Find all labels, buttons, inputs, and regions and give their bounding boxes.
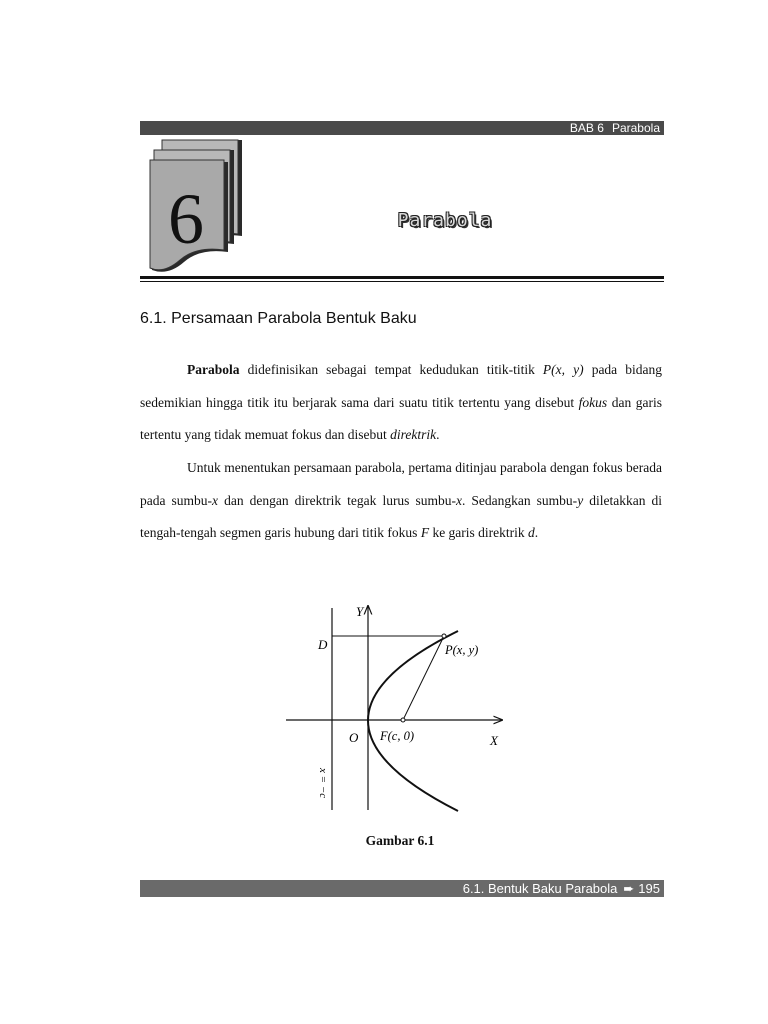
text: . Sedangkan sumbu- <box>461 492 578 508</box>
text: . <box>436 427 440 442</box>
term-directrix: direktrik <box>390 427 437 442</box>
var: y <box>577 492 584 508</box>
text: ke garis direktrik <box>429 525 529 540</box>
text: dan dengan direktrik tegak lurus sumbu- <box>218 492 456 508</box>
term-parabola: Parabola <box>187 362 240 377</box>
paragraph-definition <box>140 354 662 452</box>
point-focus <box>401 718 405 722</box>
label-origin: O <box>349 730 359 745</box>
arrow-right-icon: ➨ <box>623 881 635 896</box>
var: F <box>420 525 430 540</box>
section-heading: 6.1. Persamaan Parabola Bentuk Baku <box>140 310 417 327</box>
var: x <box>455 492 462 508</box>
chapter-number: 6 <box>168 179 204 259</box>
label-y: Y <box>356 604 364 619</box>
var: d <box>528 525 535 540</box>
title-rule-thick <box>140 276 664 279</box>
parabola-figure <box>280 600 510 820</box>
running-header <box>140 121 664 135</box>
text: Untuk menentukan persamaan parabola, pertama ditinjau parabola dengan fokus berada pada sumbu- <box>140 460 662 508</box>
label-focus: F(c, 0) <box>380 729 415 743</box>
chapter-title: Parabola <box>397 210 493 231</box>
label-directrix: x = −c <box>317 768 329 799</box>
text: didefinisikan sebagai tempat kedudukan titik-titik <box>239 362 543 377</box>
text: . <box>534 525 539 540</box>
text: diletakkan di tengah-tengah segmen garis hubung dari titik fokus <box>140 492 663 540</box>
label-point: P(x, y) <box>445 643 479 657</box>
text: pada bidang sedemikian hingga titik itu berjarak sama dari suatu titik tertentu yang disebut <box>140 362 662 410</box>
figure-caption: Gambar 6.1 <box>365 833 435 848</box>
segment-pf <box>403 636 444 720</box>
running-footer <box>140 880 664 897</box>
page-number: 195 <box>638 881 660 896</box>
header-chapter: BAB 6 <box>569 121 604 135</box>
point-p <box>442 634 446 638</box>
title-rule-thin <box>140 281 664 282</box>
text: dan garis tertentu yang tidak memuat fokus dan disebut <box>140 394 662 442</box>
label-d: D <box>318 637 328 652</box>
label-x: X <box>490 733 498 748</box>
footer-section: 6.1. Bentuk Baku Parabola <box>462 881 618 896</box>
chapter-number-icon <box>148 138 252 276</box>
point-label: P(x, y) <box>542 362 584 377</box>
parabola-curve <box>368 631 458 811</box>
header-chapter-title: Parabola <box>611 121 660 135</box>
term-focus: fokus <box>578 394 608 410</box>
var: x <box>212 492 219 508</box>
paragraph-setup <box>140 452 662 550</box>
